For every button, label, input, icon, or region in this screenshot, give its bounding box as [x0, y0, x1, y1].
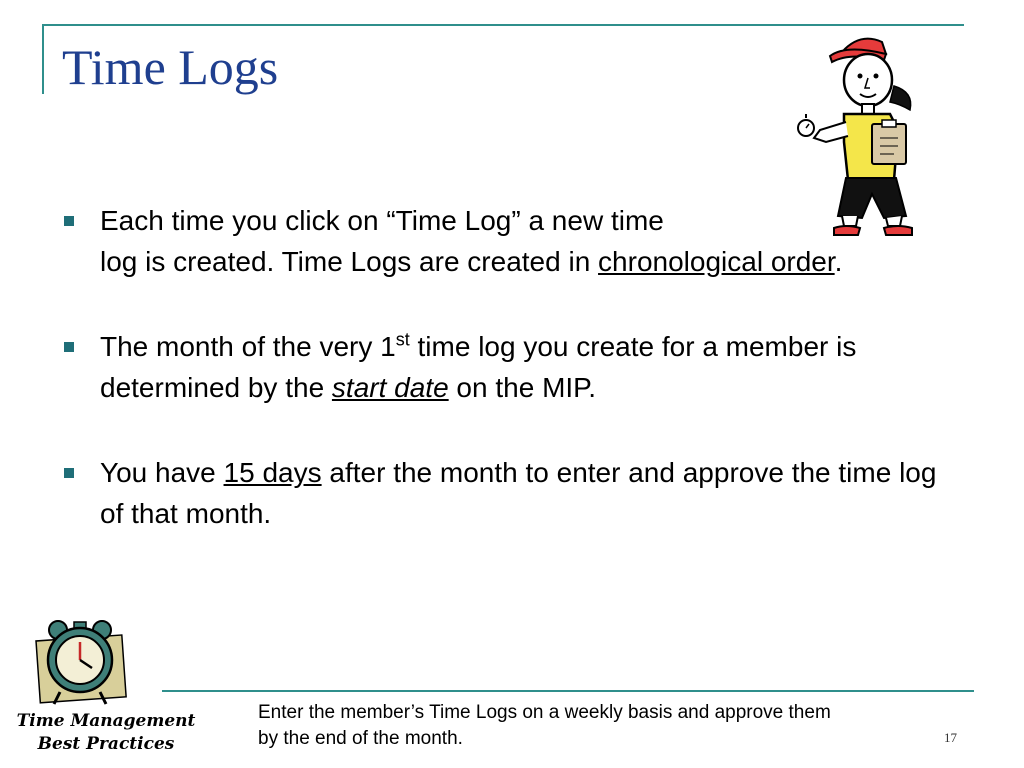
footer-logo-line-1: Time Management — [16, 711, 196, 731]
bullet-1-end: . — [834, 246, 843, 277]
title-frame-top-rule — [42, 24, 964, 26]
alarm-clock-icon — [30, 618, 130, 708]
bullet-1-line-1: Each time you click on “Time Log” a new time — [100, 205, 664, 236]
bullet-2-pre: The month of the very 1 — [100, 331, 396, 362]
bullet-square-icon — [64, 342, 74, 352]
bullet-item-time-log-created — [62, 200, 942, 282]
bullet-2-sup: st — [395, 329, 410, 350]
bullet-square-icon — [64, 468, 74, 478]
bullet-3-post: after the month to enter and approve the time log of that month. — [100, 457, 937, 529]
page-number: 17 — [944, 730, 957, 745]
footer-logo-text — [8, 710, 204, 756]
title-frame-left-rule — [42, 24, 44, 94]
fifteen-days-emphasis: 15 days — [223, 457, 322, 488]
footer-rule — [162, 690, 974, 692]
bullet-item-first-month — [62, 326, 942, 408]
bullet-1-line-2 — [100, 246, 842, 277]
bullet-list — [62, 200, 942, 578]
bullet-2-mid: time log you create for a member is determined by the — [100, 331, 857, 403]
start-date-emphasis: start date — [331, 372, 449, 403]
bullet-1-text: log is created. Time Logs are created in — [100, 246, 599, 277]
footer-note: Enter the member’s Time Logs on a weekly basis and approve them by the end of the month. — [258, 702, 831, 749]
slide-title: Time Logs — [62, 39, 279, 95]
bullet-2-post: on the MIP. — [448, 372, 597, 403]
chronological-order-link: chronological order — [598, 246, 835, 277]
bullet-square-icon — [64, 216, 74, 226]
bullet-item-15-days — [62, 452, 942, 534]
footer-logo-line-2: Best Practices — [37, 734, 175, 754]
bullet-3-pre: You have — [100, 457, 224, 488]
